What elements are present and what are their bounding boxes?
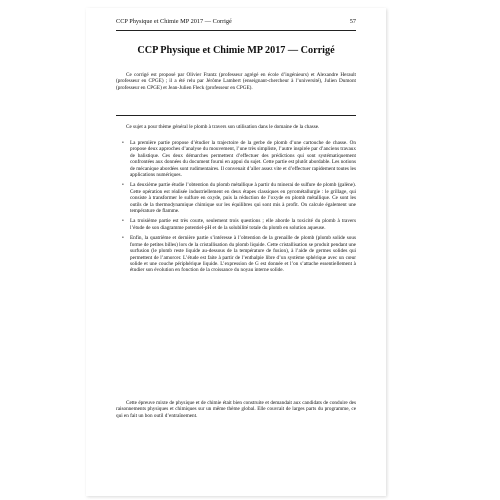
- bullet-icon: •: [122, 140, 124, 146]
- part-4-text: Enfin, la quatrième et dernière partie s’intéresse à l’obtention de la grenaille de plomb (plomb solide sous forme de petites billes) lors de la cristallisation du plomb liquide. Cette cristallisation se produit pendant une surfusion (le plomb reste liquide au-dessous de la température de fusion), à l’aide de germes solides qui permettent de l’amorcer. L’étude est faite à partir de l’enthalpie libre d’un système sphérique avec un cœur solide et une couche périphérique liquide. L’expression de G est donnée et l’on s’attache essentiellement à étudier son évolution en fonction de la croissance du noyau interne solide.: [130, 235, 356, 274]
- list-item: [122, 235, 356, 273]
- list-item: [122, 218, 356, 231]
- intro-paragraph: Ce corrigé est proposé par Olivier Frantz (professeur agrégé en école d’ingénieurs) et Alexandre Herault (professeur en CPGE) ; il a été relu par Jérôme Lambert (enseignant-chercheur à l’université), Julien Dumont (professeur en CPGE) et Jean-Julien Fleck (professeur en CPGE).: [116, 72, 356, 91]
- bullet-icon: •: [122, 218, 124, 225]
- bullet-icon: •: [122, 235, 124, 242]
- part-3-text: La troisième partie est très courte, seulement trois questions ; elle aborde la toxicité du plomb à travers l’étude de son diagramme potentiel-pH et de la solubilité totale du plomb en solution aqueuse.: [130, 218, 356, 231]
- list-item: [122, 182, 356, 214]
- list-item: [122, 140, 356, 178]
- part-1-text: La première partie propose d’étudier la trajectoire de la gerbe de plomb d’une cartouche de chasse. On propose deux approches d’analyse du mouvement, l’une très simpliste, l’autre inspirée par d’anciens travaux de balistique. Ces deux démarches permettent d’effectuer des prédictions qui sont systématiquement confrontées aux données du document fourni en appui du sujet. Cette partie est plutôt abordable. Les notions de mécanique abordées sont rudimentaires. Il convenait d’aller assez vite et d’effectuer rapidement toutes les applications numériques.: [130, 140, 356, 179]
- running-title: CCP Physique et Chimie MP 2017 — Corrigé: [116, 18, 232, 25]
- document-page: [86, 8, 386, 496]
- section-divider: [116, 115, 356, 116]
- parts-list: [122, 140, 356, 278]
- running-header: [116, 16, 356, 28]
- closing-paragraph: Cette épreuve mixte de physique et de chimie était bien construite et demandait aux candidats de conduire des raisonnements physiques et chimiques sur un même thème global. Elle couvrait de larges parts du programme, ce qui en fait un bon outil d’entraînement.: [116, 400, 356, 419]
- page-number: 57: [349, 18, 356, 25]
- bullet-icon: •: [122, 182, 124, 189]
- part-2-text: La deuxième partie étudie l’obtention du plomb métallique à partir du minerai de sulfure de plomb (galène). Cette opération est réalisée industriellement en deux étapes classiques en pyrométallurgie : le grillage, qui consiste à transformer le sulfure en oxyde, puis la réduction de l’oxyde en plomb métallique. Ce sont les outils de la thermodynamique chimique sur les équilibres qui sont mis à profit. On calcule également une température de flamme.: [130, 182, 356, 215]
- header-divider: [116, 30, 356, 31]
- page-title: CCP Physique et Chimie MP 2017 — Corrigé: [137, 45, 335, 56]
- lead-paragraph: Ce sujet a pour thème général le plomb à travers son utilisation dans le domaine de la chasse.: [126, 124, 320, 130]
